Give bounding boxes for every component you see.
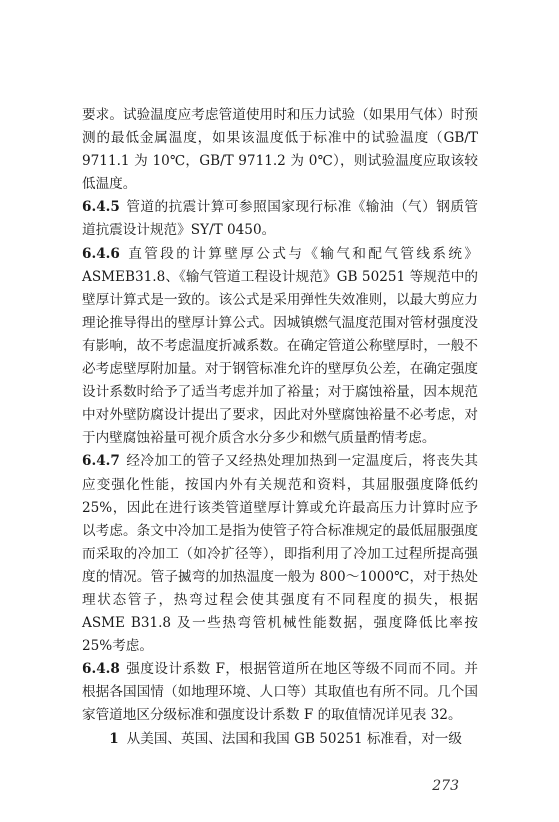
- clause-text: 强度设计系数 F，根据管道所在地区等级不同而不同。并根据各国国情（如地理环境、人口等）其取值也有所不同。几个国家管道地区分级标准和强度设计系数 F 的取值情况详见表 32。: [82, 661, 478, 724]
- clause-text: 直管段的计算壁厚公式与《输气和配气管线系统》ASMEB31.8、《输气管道工程设计规范》GB 50251 等规范中的壁厚计算式是一致的。该公式是采用弹性失效准则，以最大剪应力理论推导得出的壁厚计算公式。因城镇燃气温度范围对管材强度没有影响，故不考虑温度折减系数。在确定管道公称壁厚时，一般不必考虑壁厚附加量。对于钢管标准允许的壁厚负公差，在确定强度设计系数时给予了适当考虑并加了裕量；对于腐蚀裕量，因本规范中对外壁防腐设计提出了要求，因此对外壁腐蚀裕量不必考虑，对于内壁腐蚀裕量可视介质含水分多少和燃气质量酌情考虑。: [82, 245, 478, 447]
- page-number: 273: [432, 778, 459, 794]
- document-body: [82, 104, 478, 751]
- clause-number: 6.4.6: [82, 245, 120, 262]
- clause-number: 6.4.7: [82, 453, 120, 470]
- clause-6-4-6: [82, 243, 478, 451]
- clause-6-4-7: [82, 450, 478, 658]
- item-text: 从美国、英国、法国和我国 GB 50251 标准看，对一级: [126, 730, 462, 747]
- clause-text: 经冷加工的管子又经热处理加热到一定温度后，将丧失其应变强化性能，按国内外有关规范和资料，其屈服强度降低约 25%，因此在进行该类管道壁厚计算或允许最高压力计算时应予以考虑。条文中冷加工是指为使管子符合标准规定的最低屈服强度而采取的冷加工（如冷扩径等），即指利用了冷加工过程所提高强度的情况。管子揻弯的加热温度一般为 800～1000℃，对于热处理状态管子，热弯过程会使其强度有不同程度的损失，根据 ASME B31.8 及一些热弯管机械性能数据，强度降低比率按 25%考虑。: [82, 453, 478, 655]
- clause-text: 管道的抗震计算可参照国家现行标准《输油（气）钢质管道抗震设计规范》SY/T 0450。: [82, 199, 478, 239]
- clause-number: 6.4.8: [82, 661, 120, 678]
- clause-6-4-8: [82, 658, 478, 727]
- list-item-1: [82, 728, 478, 751]
- item-number: 1: [109, 730, 119, 747]
- paragraph-text: 要求。试验温度应考虑管道使用时和压力试验（如果用气体）时预测的最低金属温度，如果该温度低于标准中的试验温度（GB/T 9711.1 为 10℃，GB/T 9711.2 为 0℃），则试验温度应取该较低温度。: [82, 107, 478, 193]
- clause-6-4-5: [82, 196, 478, 242]
- paragraph-continued: [82, 104, 478, 196]
- clause-number: 6.4.5: [82, 199, 120, 216]
